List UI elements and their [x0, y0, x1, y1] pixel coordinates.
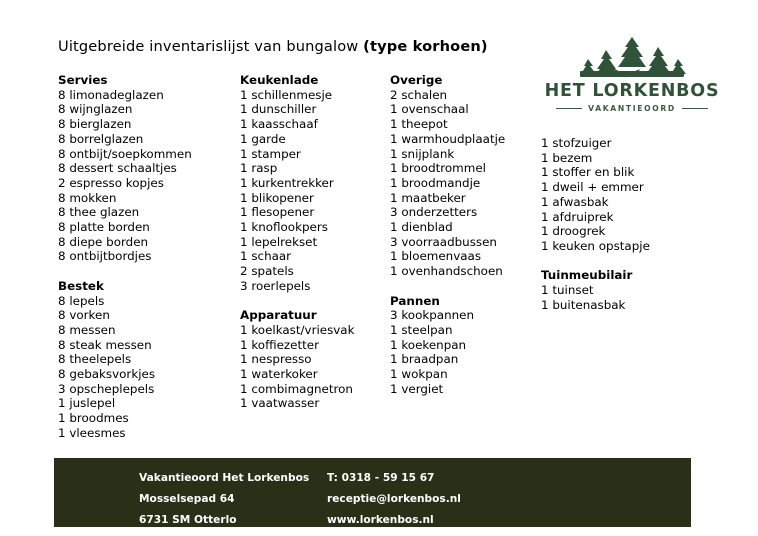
inventory-item: 1 buitenasbak: [541, 297, 626, 312]
inventory-item: 8 mokken: [58, 190, 117, 205]
inventory-item: 1 knoflookpers: [240, 220, 328, 235]
inventory-item: 1 broodtrommel: [390, 161, 486, 176]
inventory-column-1: [58, 73, 192, 441]
inventory-item: 1 steelpan: [390, 322, 453, 337]
inventory-item: 1 kurkentrekker: [240, 175, 334, 190]
logo-subtitle-row: [540, 104, 724, 113]
inventory-item: 1 vleesmes: [58, 425, 126, 440]
inventory-item: 1 bloemenvaas: [390, 249, 482, 264]
inventory-item: 8 diepe borden: [58, 234, 149, 249]
section-heading: Tuinmeubilair: [541, 268, 633, 283]
inventory-item: 1 braadpan: [390, 352, 459, 367]
inventory-item: 8 bierglazen: [58, 117, 132, 132]
inventory-column-2: [240, 73, 354, 411]
inventory-item: 1 vaatwasser: [240, 396, 320, 411]
inventory-item: 8 steak messen: [58, 337, 152, 352]
inventory-item: 1 nespresso: [240, 352, 312, 367]
inventory-item: 8 platte borden: [58, 220, 150, 235]
inventory-item: 8 messen: [58, 322, 116, 337]
inventory-item: 8 wijnglazen: [58, 102, 133, 117]
footer-bar: [54, 458, 691, 527]
section-heading: Bestek: [58, 278, 104, 293]
footer-address-line: Vakantieoord Het Lorkenbos: [139, 472, 310, 484]
inventory-item: 1 bezem: [541, 150, 593, 165]
inventory-item: 1 broodmes: [58, 411, 129, 426]
logo: [540, 33, 724, 121]
inventory-item: 1 stofzuiger: [541, 136, 612, 150]
section-spacer: [390, 279, 505, 294]
page-title: [58, 38, 488, 55]
inventory-item: 1 vergiet: [390, 381, 444, 396]
footer-contact-line[interactable]: receptie@lorkenbos.nl: [327, 493, 461, 505]
inventory-item: 1 rasp: [240, 161, 278, 176]
inventory-item: 2 schalen: [390, 87, 448, 102]
inventory-item: 1 schaar: [240, 249, 292, 264]
inventory-item: 8 ontbijtbordjes: [58, 249, 152, 264]
footer-address-line: 6731 SM Otterlo: [139, 514, 237, 526]
inventory-item: 1 stamper: [240, 146, 301, 161]
inventory-item: 1 koekenpan: [390, 337, 467, 352]
footer-contact-block: [327, 468, 461, 531]
inventory-item: 8 borrelglazen: [58, 131, 144, 146]
section-heading: Pannen: [390, 293, 440, 308]
section-heading: Keukenlade: [240, 73, 319, 87]
inventory-column-3: [390, 73, 505, 396]
inventory-item: 3 kookpannen: [390, 308, 475, 323]
inventory-item: 2 spatels: [240, 264, 294, 279]
logo-rule-left: [556, 108, 582, 109]
page-title-regular: Uitgebreide inventarislijst van bungalow: [58, 38, 364, 55]
inventory-item: 1 maatbeker: [390, 190, 466, 205]
inventory-item: 1 schillenmesje: [240, 87, 333, 102]
inventory-item: 8 ontbijt/soepkommen: [58, 146, 192, 161]
inventory-item: 1 afwasbak: [541, 194, 609, 209]
inventory-item: 1 combimagnetron: [240, 381, 353, 396]
inventory-item: 1 flesopener: [240, 205, 315, 220]
page-title-bold: (type korhoen): [363, 38, 488, 55]
inventory-item: 1 blikopener: [240, 190, 314, 205]
logo-wordmark: HET LORKENBOS: [544, 81, 720, 101]
inventory-item: 8 lepels: [58, 293, 105, 308]
section-heading: Apparatuur: [240, 308, 317, 323]
inventory-item: 1 dienblad: [390, 220, 453, 235]
inventory-item: 8 vorken: [58, 308, 110, 323]
inventory-item: 1 stoffer en blik: [541, 165, 635, 180]
logo-rule-right: [682, 108, 708, 109]
inventory-item: 1 theepot: [390, 117, 448, 132]
inventory-item: 1 juslepel: [58, 396, 116, 411]
inventory-item: 8 theelepels: [58, 352, 132, 367]
inventory-item: 1 koffiezetter: [240, 337, 319, 352]
inventory-item: 8 dessert schaaltjes: [58, 161, 177, 176]
footer-address-block: [139, 468, 309, 531]
inventory-column-4: [541, 136, 650, 312]
inventory-item: 3 voorraadbussen: [390, 234, 497, 249]
logo-subtitle: VAKANTIEOORD: [588, 104, 676, 113]
inventory-item: 2 espresso kopjes: [58, 175, 164, 190]
inventory-item: 1 koelkast/vriesvak: [240, 322, 355, 337]
section-heading: Servies: [58, 73, 108, 87]
inventory-item: 1 wokpan: [390, 367, 448, 382]
inventory-item: 8 limonadeglazen: [58, 87, 164, 102]
inventory-item: 1 tuinset: [541, 283, 594, 298]
inventory-item: 1 afdruiprek: [541, 209, 614, 224]
inventory-item: 1 snijplank: [390, 146, 455, 161]
inventory-item: 1 lepelrekset: [240, 234, 318, 249]
section-spacer: [58, 264, 192, 279]
inventory-item: 3 opscheplepels: [58, 381, 155, 396]
inventory-item: 3 roerlepels: [240, 278, 311, 293]
section-spacer: [240, 294, 354, 309]
tree-icon: [540, 33, 724, 83]
footer-address-line: Mosselsepad 64: [139, 493, 235, 505]
inventory-item: 3 onderzetters: [390, 205, 478, 220]
inventory-item: 8 gebaksvorkjes: [58, 367, 156, 382]
inventory-item: 1 ovenschaal: [390, 102, 469, 117]
section-spacer: [541, 254, 650, 269]
inventory-item: 1 warmhoudplaatje: [390, 131, 506, 146]
inventory-item: 1 droogrek: [541, 224, 606, 239]
inventory-item: 1 ovenhandschoen: [390, 264, 503, 279]
footer-contact-line[interactable]: T: 0318 - 59 15 67: [327, 472, 435, 484]
inventory-item: 1 kaasschaaf: [240, 117, 318, 132]
inventory-item: 1 dweil + emmer: [541, 180, 644, 195]
inventory-item: 1 broodmandje: [390, 175, 481, 190]
inventory-item: 1 dunschiller: [240, 102, 317, 117]
inventory-item: 8 thee glazen: [58, 205, 140, 220]
inventory-item: 1 keuken opstapje: [541, 238, 650, 253]
section-heading: Overige: [390, 73, 443, 87]
footer-contact-line[interactable]: www.lorkenbos.nl: [327, 514, 434, 526]
inventory-item: 1 garde: [240, 131, 286, 146]
inventory-item: 1 waterkoker: [240, 367, 318, 382]
